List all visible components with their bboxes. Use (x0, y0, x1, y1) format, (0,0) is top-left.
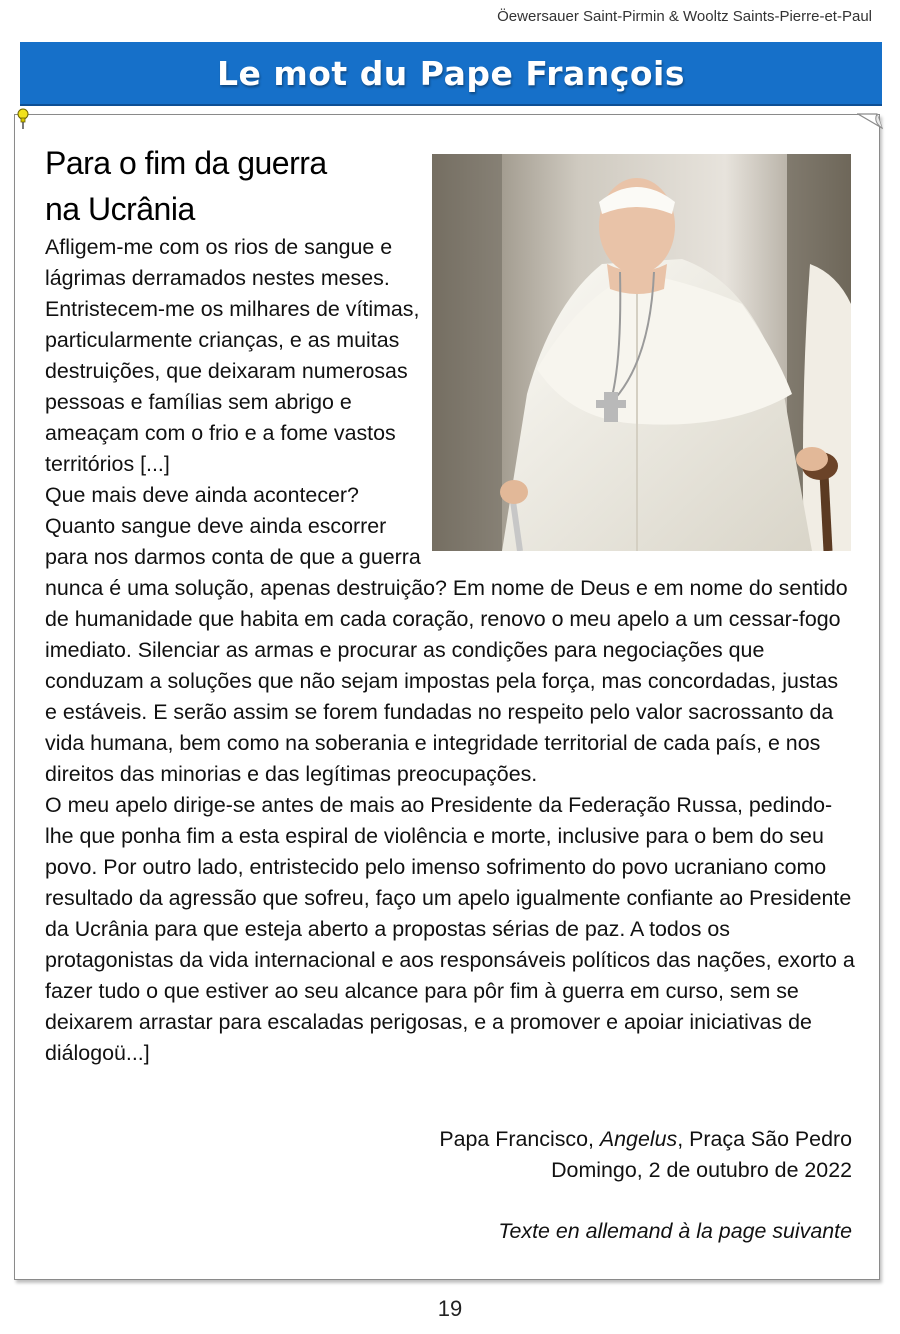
paragraph-2: Que mais deve ainda acontecer? Quanto sangue deve ainda escorrer para nos darmos conta de que a guerra nunca é uma solução, apenas destruição? Em nome de Deus e em nome do sentido de humanidade que habita em cada coração, renovo o meu apelo a um cessar-fogo imediato. Silenciar as armas e procurar as condições para negociações que conduzam a soluções que não sejam impostas pela força, mas concordadas, justas e estáveis. E serão assim se forem fundadas no respeito pelo valor sacrossanto da vida humana, bem como na soberania e integridade territorial de cada país, e nos direitos das minorias e das legítimas preocupações. (45, 483, 848, 786)
page-curl-icon (857, 112, 883, 130)
signature-author: Papa Francisco, (439, 1127, 594, 1151)
signature (439, 1124, 852, 1186)
article-body (45, 140, 855, 1069)
paragraph-3: O meu apelo dirige-se antes de mais ao Presidente da Federação Russa, pedindo-lhe que ponha fim a esta espiral de violência e morte, inclusive para o bem do seu povo. Por outro lado, entristecido pelo imenso sofrimento do povo ucraniano como resultado da agressão que sofreu, faço um apelo igualmente confiante ao Presidente da Ucrânia para que esteja aberto a propostas sérias de paz. A todos os protagonistas da vida internacional e aos responsáveis políticos das nações, exorto a fazer tudo o que estiver ao seu alcance para pôr fim à guerra em curso, sem se deixarem arrastar para escaladas perigosas, e a promover e apoiar iniciativas de diálogoü...] (45, 793, 855, 1065)
paragraph-1: Afligem-me com os rios de sangue e lágrimas derramados nestes meses. Entristecem-me os milhares de vítimas, particularmente crianças, e as muitas destruições, que deixaram numerosas pessoas e famílias sem abrigo e ameaçam com o frio e a fome vastos territórios [...] (45, 235, 420, 476)
translation-note: Texte en allemand à la page suivante (498, 1219, 852, 1243)
section-banner (20, 42, 882, 106)
page-number: 19 (437, 1296, 463, 1321)
banner-title: Le mot du Pape François (216, 53, 686, 93)
article-title-line2: na Ucrânia (45, 191, 195, 227)
signature-place: , Praça São Pedro (677, 1127, 852, 1151)
parish-header: Öewersauer Saint-Pirmin & Wooltz Saints-Pierre-et-Paul (497, 8, 872, 25)
article-title-line1: Para o fim da guerra (45, 145, 327, 181)
signature-date: Domingo, 2 de outubro de 2022 (551, 1158, 852, 1182)
signature-line1 (439, 1124, 852, 1155)
pushpin-icon (15, 108, 31, 130)
signature-source: Angelus (599, 1127, 678, 1151)
